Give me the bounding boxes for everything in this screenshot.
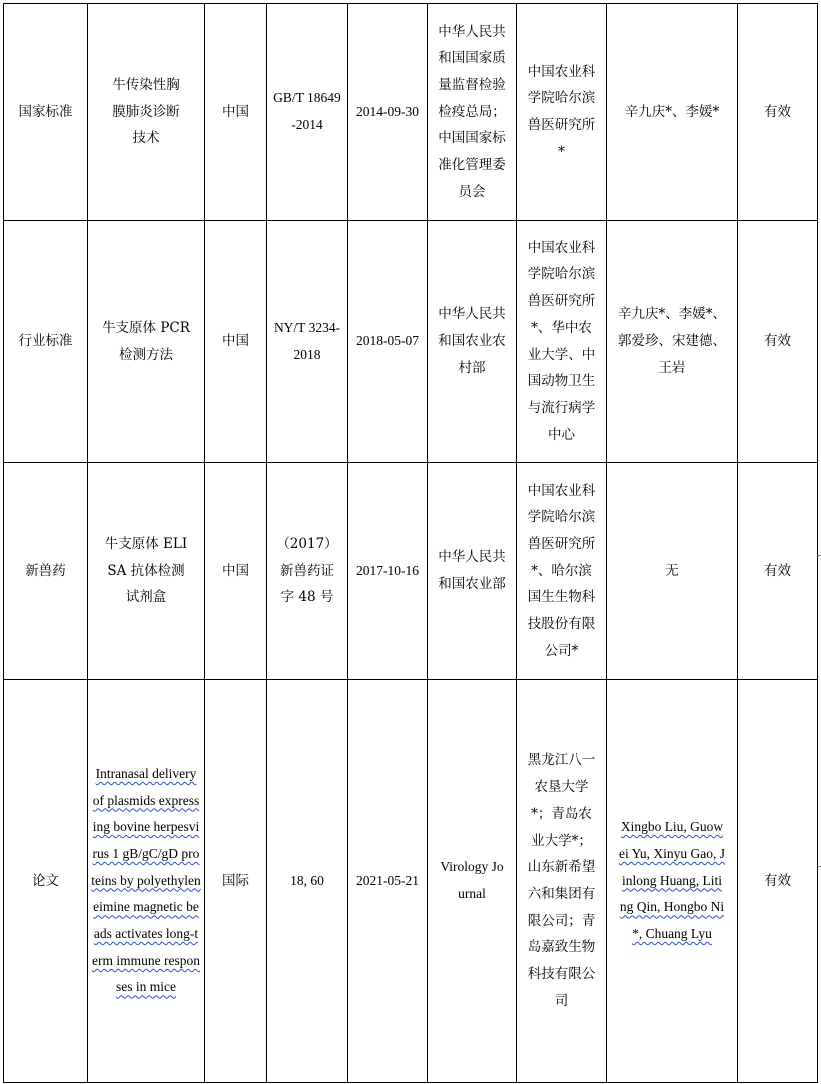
number-cell: NY/T 3234-2018 — [267, 221, 348, 463]
org-cell: 中国农业科学院哈尔滨兽医研究所* — [517, 4, 607, 221]
name-cell: 牛支原体 ELISA 抗体检测试剂盒 — [88, 463, 205, 680]
date-cell: 2017-10-16 — [348, 463, 428, 680]
type-cell: 行业标准 — [4, 221, 88, 463]
org-cell: 中国农业科学院哈尔滨兽医研究所*、华中农业大学、中国动物卫生与流行病学中心 — [517, 221, 607, 463]
table-row — [4, 221, 818, 463]
status-cell: 有效 — [738, 4, 818, 221]
issuer-cell: 中华人民共和国国家质量监督检验检疫总局；中国国家标准化管理委员会 — [428, 4, 517, 221]
org-cell: 黑龙江八一农垦大学*；青岛农业大学*；山东新希望六和集团有限公司；青岛嘉致生物科技有限公司 — [517, 680, 607, 1083]
table-row — [4, 463, 818, 680]
date-cell: 2018-05-07 — [348, 221, 428, 463]
issuer-cell: Virology Journal — [428, 680, 517, 1083]
people-cell: Xingbo Liu, Guowei Yu, Xinyu Gao, Jinlong Huang, Liting Qin, Hongbo Ni*, Chuang Lyu — [607, 680, 738, 1083]
status-cell: 有效 — [738, 463, 818, 680]
people-cell: 辛九庆*、李媛* — [607, 4, 738, 221]
table-row — [4, 4, 818, 221]
number-cell: 18, 60 — [267, 680, 348, 1083]
issuer-cell: 中华人民共和国农业农村部 — [428, 221, 517, 463]
region-cell: 中国 — [205, 221, 267, 463]
people-cell: 辛九庆*、李媛*、郭爱珍、宋建德、王岩 — [607, 221, 738, 463]
number-cell: （2017）新兽药证字 48 号 — [267, 463, 348, 680]
type-cell: 国家标准 — [4, 4, 88, 221]
date-cell: 2021-05-21 — [348, 680, 428, 1083]
name-cell: 牛支原体 PCR 检测方法 — [88, 221, 205, 463]
margin-mark — [817, 555, 821, 556]
region-cell: 国际 — [205, 680, 267, 1083]
name-cell: 牛传染性胸膜肺炎诊断技术 — [88, 4, 205, 221]
results-table — [3, 3, 818, 1083]
org-cell: 中国农业科学院哈尔滨兽医研究所*、哈尔滨国生生物科技股份有限公司* — [517, 463, 607, 680]
region-cell: 中国 — [205, 4, 267, 221]
region-cell: 中国 — [205, 463, 267, 680]
issuer-cell: 中华人民共和国农业部 — [428, 463, 517, 680]
margin-mark — [817, 866, 821, 867]
type-cell: 新兽药 — [4, 463, 88, 680]
type-cell: 论文 — [4, 680, 88, 1083]
status-cell: 有效 — [738, 221, 818, 463]
table-row — [4, 680, 818, 1083]
date-cell: 2014-09-30 — [348, 4, 428, 221]
number-cell: GB/T 18649-2014 — [267, 4, 348, 221]
status-cell: 有效 — [738, 680, 818, 1083]
people-cell: 无 — [607, 463, 738, 680]
name-cell: Intranasal delivery of plasmids expressing bovine herpesvirus 1 gB/gC/gD proteins by polyethyleneimine magnetic beads activates long-term immune responses in mice — [88, 680, 205, 1083]
